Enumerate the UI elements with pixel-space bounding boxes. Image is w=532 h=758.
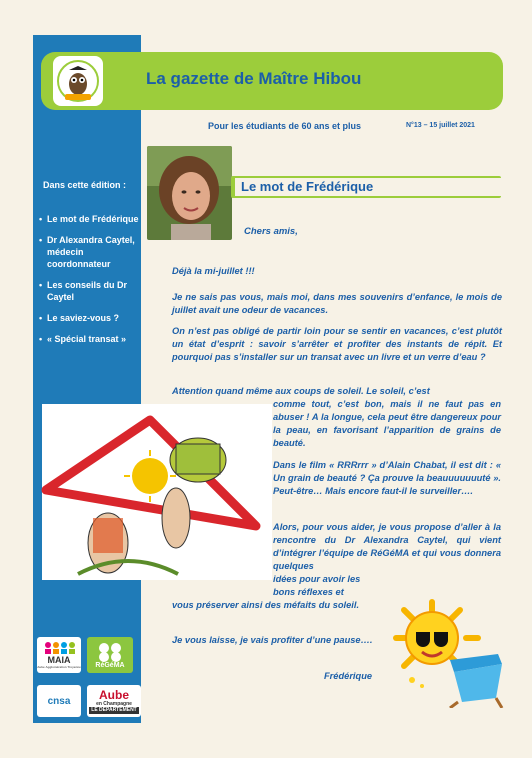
puzzle-icon [95,642,125,662]
section-header [231,176,501,198]
signature: Frédérique [324,671,373,681]
sun-warning-illustration [38,398,276,586]
section-title: Le mot de Frédérique [241,179,374,194]
maia-label: MAIA [47,655,71,665]
paragraph-3: On n’est pas obligé de partir loin pour se sentir en vacances, c’est plutôt un état d’esprit : savoir s’arrêter et profiter des instants de répit. Et pourquoi pas s’installer sur un transat avec un livre et un verre d’eau ? [172,326,502,362]
aube-sublabel-2: LE DÉPARTEMENT [91,706,137,713]
issue-number: N°13 – 15 juillet 2021 [406,122,475,129]
contents-item-mot-frederique[interactable]: • Le mot de Frédérique [39,213,139,225]
owl-icon [53,56,103,106]
partner-logos-row-2 [37,685,141,717]
paragraph-6-part-2: idées pour avoir les bons réflexes et [273,574,361,597]
contents-item-conseils[interactable]: • Les conseils du Dr Caytel [39,279,139,303]
maia-people-icon [42,641,76,655]
cnsa-logo [37,685,81,717]
paragraph-1: Déjà la mi-juillet !!! [172,266,255,276]
aube-label: Aube [99,687,129,702]
edition-title: Dans cette édition : [43,180,127,190]
contents-list [39,213,139,354]
greeting: Chers amis, [244,226,298,237]
paragraph-5: Dans le film « RRRrrr » d’Alain Chabat, il est dit : « Un grain de beauté ? Ça prouve la beauuuuuuuté ». Peut-être… Mais encore faut-il le surveiller…. [273,460,501,496]
maia-logo [37,637,81,673]
regema-logo [87,637,133,673]
maia-sublabel: Aube Agglomération Troyenne [37,665,81,669]
regema-label: RéGéMA [95,661,125,669]
paragraph-4-first-line: Attention quand même aux coups de soleil. Le soleil, c’est [172,386,430,396]
sidebar [33,35,141,723]
aube-logo [87,685,141,717]
partner-logos-row-1 [37,637,141,673]
university-logo [53,56,103,106]
gazette-subtitle: Pour les étudiants de 60 ans et plus [208,121,362,131]
paragraph-6-part-1: Alors, pour vous aider, je vous propose d’aller à la rencontre du Dr Alexandra Caytel, qui vient d’intégrer l’équipe de RéGéMA et qui vous donnera quelques [273,522,501,571]
paragraph-4-rest: comme tout, c’est bon, mais il ne faut pas en abuser ! A la longue, cela peut être dangereux pour la peau, en favorisant l’apparition de grains de beauté. [273,399,501,448]
warning-sign-icon [38,398,276,586]
gazette-title: La gazette de Maître Hibou [146,69,362,88]
contents-item-saviez-vous[interactable]: • Le saviez-vous ? [39,312,139,324]
cnsa-label: cnsa [47,695,71,707]
contents-item-dr-caytel[interactable]: • Dr Alexandra Caytel, médecin coordonnateur [39,234,139,270]
portrait-image [147,146,232,240]
contents-item-special-transat[interactable]: • « Spécial transat » [39,333,139,345]
sun-deckchair-illustration [388,598,506,708]
aube-sublabel-1: en Champagne [96,700,132,707]
paragraph-6-part-3: vous préserver ainsi des méfaits du soleil. [172,600,360,610]
paragraph-2: Je ne sais pas vous, mais moi, dans mes souvenirs d’enfance, le mois de juillet avait une odeur de vacances. [172,292,502,315]
masthead [41,52,503,110]
paragraph-7: Je vous laisse, je vais profiter d’une pause…. [172,635,373,645]
author-photo [147,146,232,240]
sun-sunglasses-icon [388,598,506,708]
